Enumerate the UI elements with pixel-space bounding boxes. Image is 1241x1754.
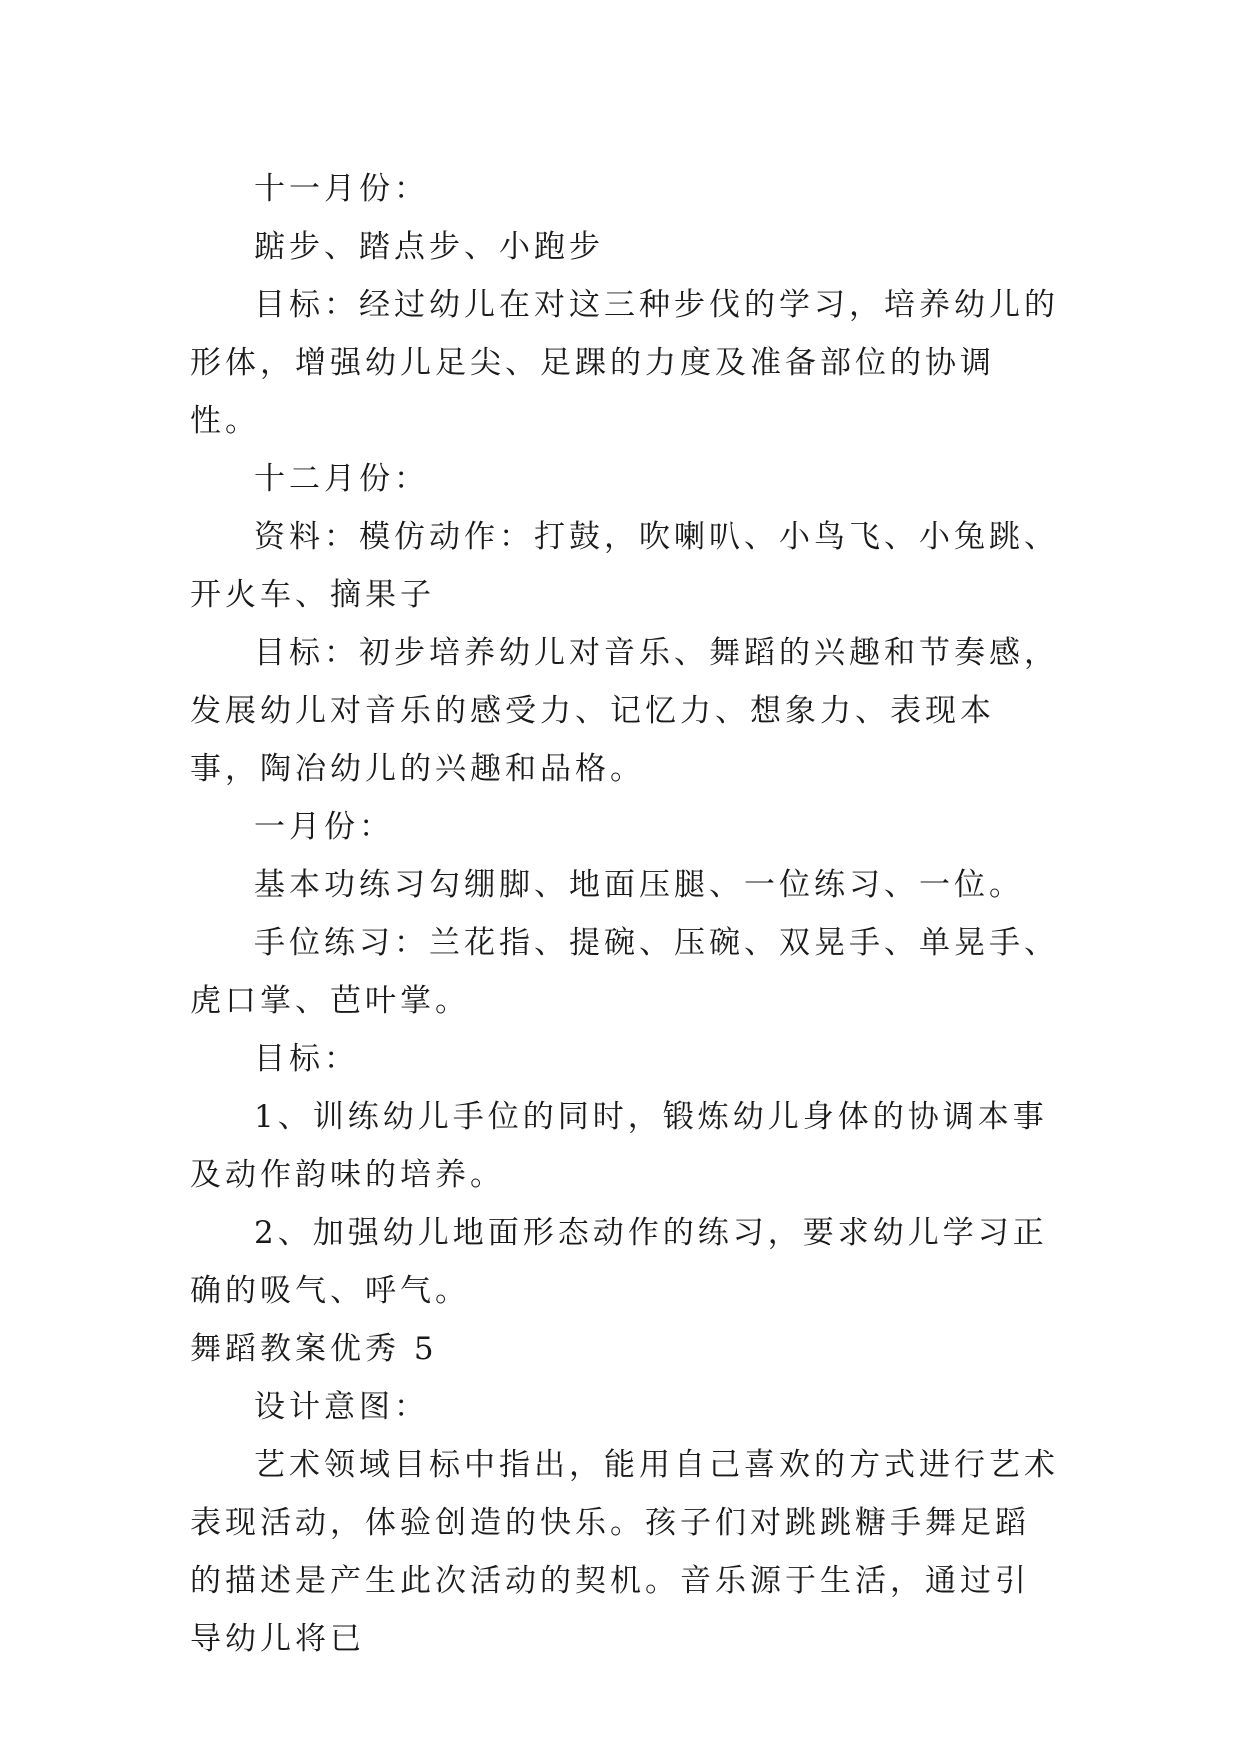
paragraph-design-intent-label: 设计意图： <box>254 1389 429 1425</box>
paragraph-november-heading: 十一月份： <box>254 171 429 207</box>
paragraph-november-goal: 目标：经过幼儿在对这三种步伐的学习，培养幼儿的形体，增强幼儿足尖、足踝的力度及准备部位的协调性。 <box>190 287 1059 439</box>
paragraph-december-goal: 目标：初步培养幼儿对音乐、舞蹈的兴趣和节奏感，发展幼儿对音乐的感受力、记忆力、想象力、表现本事，陶冶幼儿的兴趣和品格。 <box>190 635 1059 787</box>
paragraph-design-intent-body: 艺术领域目标中指出，能用自己喜欢的方式进行艺术表现活动，体验创造的快乐。孩子们对跳跳糖手舞足蹈的描述是产生此次活动的契机。音乐源于生活，通过引导幼儿将已 <box>190 1447 1059 1657</box>
paragraph-november-steps: 踮步、踏点步、小跑步 <box>254 229 604 265</box>
paragraph-december-heading: 十二月份： <box>254 461 429 497</box>
paragraph-january-goal-label: 目标： <box>254 1041 359 1077</box>
document-body <box>190 160 1060 1668</box>
paragraph-january-heading: 一月份： <box>254 809 394 845</box>
paragraph-january-goal-2: 2、加强幼儿地面形态动作的练习，要求幼儿学习正确的吸气、呼气。 <box>190 1215 1048 1309</box>
paragraph-december-material: 资料：模仿动作：打鼓，吹喇叭、小鸟飞、小兔跳、开火车、摘果子 <box>190 519 1059 613</box>
paragraph-january-hand-positions: 手位练习：兰花指、提碗、压碗、双晃手、单晃手、虎口掌、芭叶掌。 <box>190 925 1059 1019</box>
paragraph-january-basic: 基本功练习勾绷脚、地面压腿、一位练习、一位。 <box>254 867 1024 903</box>
section-heading: 舞蹈教案优秀 5 <box>190 1331 438 1367</box>
paragraph-january-goal-1: 1、训练幼儿手位的同时，锻炼幼儿身体的协调本事及动作韵味的培养。 <box>190 1099 1048 1193</box>
